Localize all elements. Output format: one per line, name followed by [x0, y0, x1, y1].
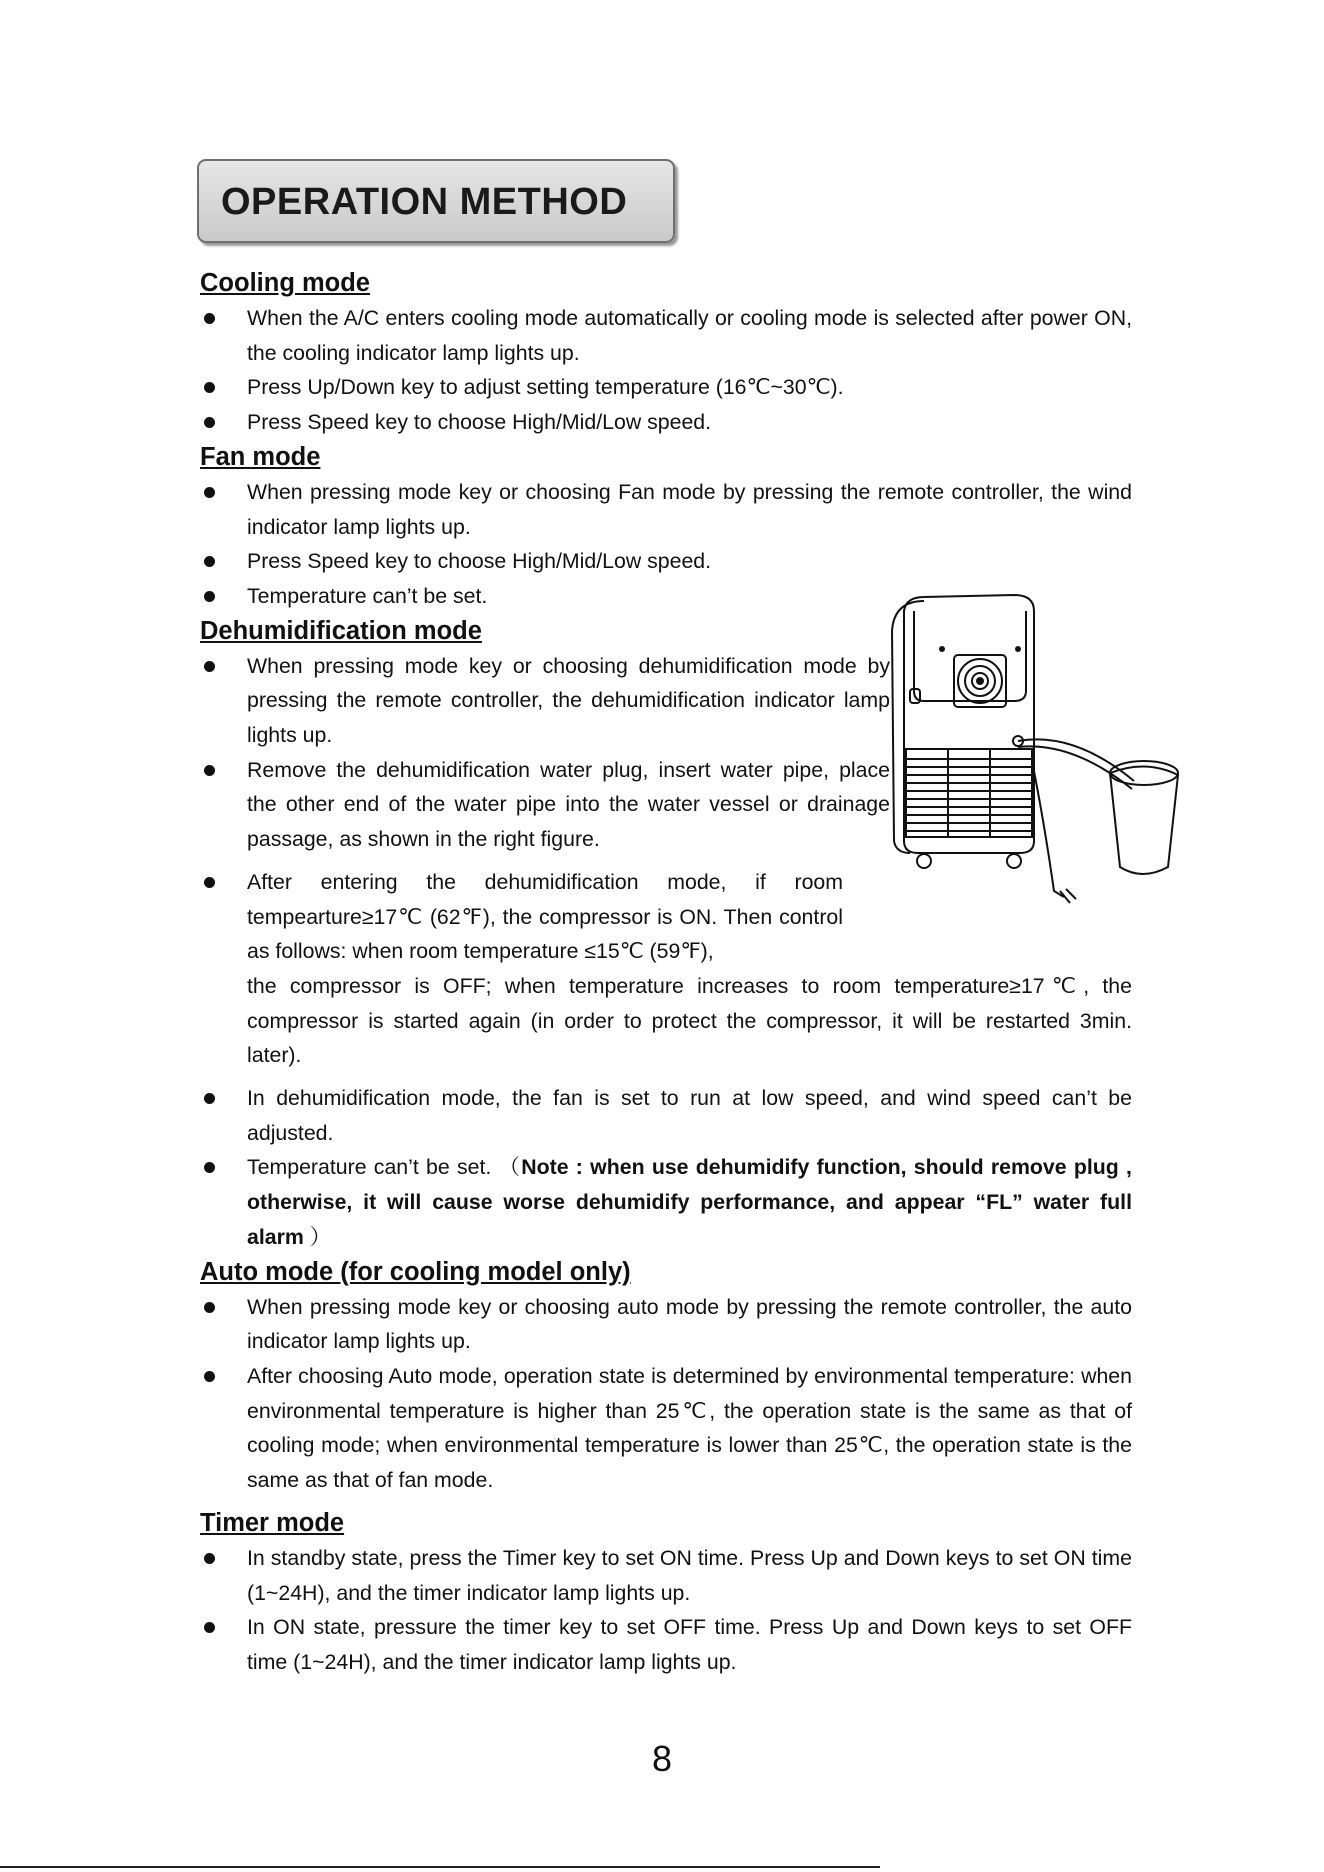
bullet-dot-icon [204, 591, 215, 602]
bullet-dot-icon [204, 1302, 215, 1313]
list-item: When pressing mode key or choosing auto mode by pressing the remote controller, the auto indicator lamp lights up. [200, 1290, 1132, 1359]
section-heading: Timer mode [200, 1508, 345, 1537]
bullet-dot-icon [204, 487, 215, 498]
bullet-dot-icon [204, 417, 215, 428]
bullet-dot-icon [204, 1371, 215, 1382]
page-number: 8 [651, 1738, 673, 1779]
section-auto-mode [200, 1255, 1132, 1498]
list-item: In dehumidification mode, the fan is set to run at low speed, and wind speed can’t be adjusted. [200, 1081, 1132, 1150]
bullet-dot-icon [204, 765, 215, 776]
section-timer-mode [200, 1506, 1132, 1680]
list-item: Press Speed key to choose High/Mid/Low speed. [200, 405, 1132, 440]
bullet-dot-icon [204, 1622, 215, 1633]
bullet-dot-icon [204, 661, 215, 672]
list-item: Press Speed key to choose High/Mid/Low speed. [200, 544, 1132, 579]
bottom-divider [0, 1866, 880, 1868]
list-item: After choosing Auto mode, operation state is determined by environmental temperature: when environmental temperature is higher than 25℃, the operation state is the same as that of cooling mode; when environmental temperature is lower than 25℃, the operation state is the same as that of fan mode. [200, 1359, 1132, 1498]
bullet-dot-icon [204, 877, 215, 888]
manual-content [200, 266, 1132, 1680]
list-item: Remove the dehumidification water plug, insert water pipe, place the other end of the water pipe into the water vessel or drainage passage, as shown in the right figure. [200, 753, 890, 857]
note-text: Note : when use dehumidify function, should remove plug , otherwise, it will cause worse dehumidify performance, and appear “FL” water full alarm [247, 1155, 1132, 1249]
bullet-dot-icon [204, 313, 215, 324]
bullet-dot-icon [204, 382, 215, 393]
section-cooling-mode [200, 266, 1132, 440]
section-heading: Auto mode (for cooling model only) [200, 1257, 631, 1286]
section-heading: Fan mode [200, 442, 321, 471]
list-item: When the A/C enters cooling mode automatically or cooling mode is selected after power ON, the cooling indicator lamp lights up. [200, 301, 1132, 370]
list-item-text-continued: the compressor is OFF; when temperature increases to room temperature≥17℃, the compressor is started again (in order to protect the compressor, it will be restarted 3min. later). [247, 973, 1132, 1068]
list-item: When pressing mode key or choosing dehumidification mode by pressing the remote controller, the dehumidification indicator lamp lights up. [200, 649, 890, 753]
bullet-dot-icon [204, 1162, 215, 1173]
list-item-text-narrow: After entering the dehumidification mode, if room tempearture≥17℃ (62℉), the compressor is ON. Then control as follows: when room temperature ≤15℃ (59℉), [247, 869, 843, 964]
bullet-dot-icon [204, 1093, 215, 1104]
list-item: Press Up/Down key to adjust setting temperature (16℃~30℃). [200, 370, 1132, 405]
section-fan-mode [200, 440, 1132, 614]
bullet-dot-icon [204, 556, 215, 567]
list-item: Temperature can’t be set. [200, 579, 1132, 614]
list-item: In ON state, pressure the timer key to set OFF time. Press Up and Down keys to set OFF time (1~24H), and the timer indicator lamp lights up. [200, 1610, 1132, 1679]
list-item: When pressing mode key or choosing Fan mode by pressing the remote controller, the wind indicator lamp lights up. [200, 475, 1132, 544]
bullet-dot-icon [204, 1553, 215, 1564]
page-title: OPERATION METHOD [221, 181, 628, 223]
list-item: Temperature can’t be set. （Note : when use dehumidify function, should remove plug , otherwise, it will cause worse dehumidify performance, and appear “FL” water full alarm ） [200, 1150, 1132, 1254]
section-heading: Cooling mode [200, 269, 370, 297]
list-item: In standby state, press the Timer key to set ON time. Press Up and Down keys to set ON time (1~24H), and the timer indicator lamp lights up. [200, 1541, 1132, 1610]
section-heading: Dehumidification mode [200, 616, 482, 645]
section-title-box [197, 159, 675, 243]
air-conditioner-drainage-illustration [884, 591, 1184, 916]
